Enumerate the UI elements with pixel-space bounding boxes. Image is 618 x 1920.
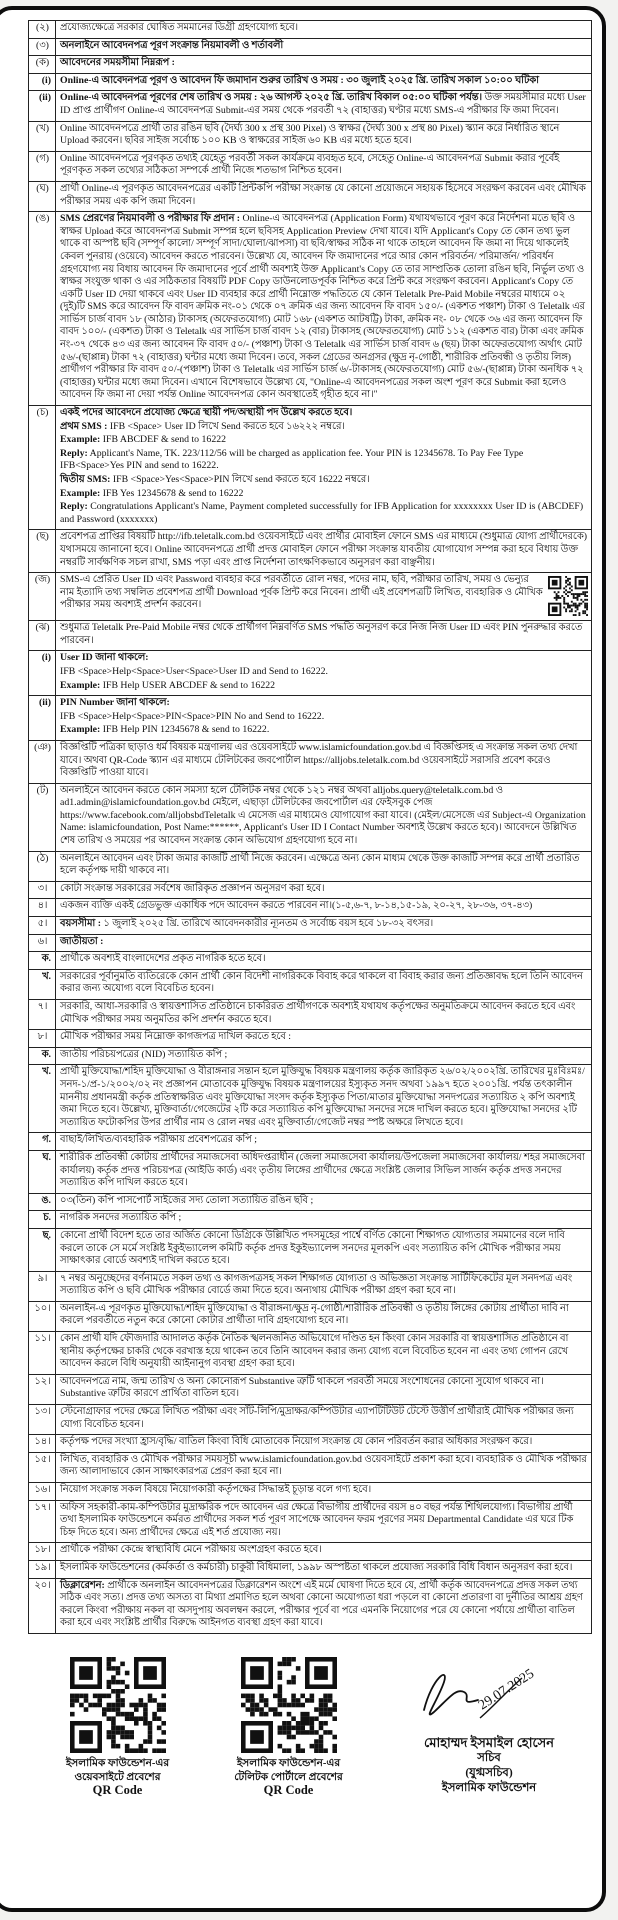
- table-row: [29, 1029, 591, 1047]
- text-segment: জাতীয় পরিচয়পত্রের (NID) সত্যায়িত কপি ;: [60, 1048, 228, 1060]
- row-label: (ঠ): [29, 852, 56, 881]
- footer-section: [26, 1648, 594, 1798]
- text-segment: উক্ত সময়সীমার মধ্যে User ID প্রাপ্ত প্রার্থীগণ Online-এ আবেদনপত্র Submit-এর সময় থেকে পরবর্তী ৭২ (বাহাত্তর) ঘণ্টার মধ্যে SMS-এ পরীক্ষার ফি জমা দিবেন।: [60, 92, 586, 116]
- row-label: ৯।: [29, 1272, 56, 1301]
- table-row: [29, 405, 591, 529]
- text-segment: কর্তৃপক্ষ পদের সংখ্যা হ্রাস/বৃদ্ধি/ বাতিল কিংবা বিধি মোতাবেক নিয়োগ সংক্রান্ত যে কোন পরিবর্তন করার অধিকার সংরক্ষণ করে।: [60, 1436, 533, 1448]
- row-text: [56, 1229, 591, 1271]
- text-segment: আবেদনের সময়সীমা নিম্নরূপ :: [60, 57, 175, 69]
- text-segment: সরকারের পূর্বানুমতি ব্যতিরেকে কোন প্রার্থী কোন বিদেশী নাগরিককে বিবাহ করে থাকলে বা বিবাহ করার জন্য প্রতিজ্ঞাবদ্ধ হলে তিনি আবেদন করার জন্য অযোগ্য বলে বিবেচিত হবেন।: [60, 970, 583, 995]
- row-label: (২): [29, 21, 56, 38]
- row-label: খ.: [29, 1065, 56, 1132]
- text-segment: বাছাই/লিখিত/ব্যবহারিক পরীক্ষায় প্রবেশপত্রের কপি ;: [60, 1134, 257, 1146]
- text-segment: আবেদনপত্রে নাম, জন্ম তারিখ ও অন্য কোনোরূপ Substantive ত্রুটি থাকলে পরবর্তী সময়ে সংশোধনের কোনো সুযোগ থাকবে না। Substantive ত্রুটির কারণে প্রার্থিতা বাতিল হবে।: [60, 1375, 544, 1400]
- table-row: [29, 1301, 591, 1331]
- text-segment: জাতীয়তা :: [60, 935, 104, 947]
- row-label: (ট): [29, 784, 56, 851]
- text-segment: Online আবেদনপত্রে প্রার্থী তার রঙিন ছবি (দৈর্ঘ্য 300 x প্রস্থ 300 Pixel) ও স্বাক্ষর (দৈর্ঘ্য 300 x প্রস্থ 80 Pixel) স্ক্যান করে নির্ধারিত স্থানে Upload করবেন। ছবির সাইজ সর্বোচ্চ ১০০ KB ও স্বাক্ষরের সাইজ ৬০ KB এর মধ্যে হতে হবে।: [60, 122, 560, 147]
- table-row: [29, 1132, 591, 1150]
- table-row: [29, 211, 591, 405]
- qr-code-website-icon: [70, 1657, 166, 1753]
- qr-caption-line: ইসলামিক ফাউন্ডেশন-এর: [236, 1758, 341, 1770]
- qr-code-teletalk-portal-icon: [241, 1657, 337, 1753]
- row-text: [56, 1579, 591, 1633]
- text-segment: IFB Help PIN 12345678 & send to 16222.: [100, 724, 270, 736]
- circular-page-frame: [0, 6, 606, 1912]
- signatory-designation: সচিব: [477, 1751, 501, 1764]
- table-row: [29, 181, 591, 211]
- text-segment: নিয়োগ সংক্রান্ত সকল বিষয়ে নিয়োগকারী কর্তৃপক্ষের সিদ্ধান্তই চূড়ান্ত বলে গণ্য হবে।: [60, 1484, 372, 1495]
- qr-block-teletalk-portal: [223, 1657, 354, 1798]
- table-row: [29, 999, 591, 1029]
- row-label: ক.: [29, 1048, 56, 1065]
- row-text: [56, 935, 591, 952]
- table-row: [29, 1404, 591, 1434]
- row-label: ১৫।: [29, 1453, 56, 1482]
- text-segment: অনলাইনে আবেদনপত্র পূরণ সংক্রান্ত নিয়মাবলী ও শর্তাবলী: [60, 39, 284, 51]
- text-segment: IFB <Space>Yes<Space>PIN লিখে send করতে হবে 16222 নম্বরে।: [110, 474, 370, 485]
- text-segment: ৭ নম্বর অনুচ্ছেদের বর্ণনামতে সকল তথ্য ও কাগজপত্রসহ সকল শিক্ষাগত যোগ্যতা ও অভিজ্ঞতা সংক্রান্ত সার্টিফিকেটের মূল সনদপত্র এবং সত্যায়িত কপি ও ছবি মৌখিক পরীক্ষার বোর্ডে জমা দিতে হবে। অন্যথায় মৌখিক পরীক্ষা গ্রহণ করা হবে না।: [60, 1272, 573, 1297]
- row-text: [56, 852, 591, 881]
- row-label: ৫।: [29, 917, 56, 934]
- row-text: [56, 899, 591, 916]
- text-segment: শুধুমাত্র Teletalk Pre-Paid Mobile নম্বর থেকে প্রার্থীগণ নিম্নবর্ণিত SMS পদ্ধতি অনুসরণ করে নিজ নিজ User ID এবং PIN পুনরুদ্ধার করতে পারবেন।: [60, 622, 583, 646]
- table-row: [29, 650, 591, 695]
- table-row: [29, 695, 591, 740]
- table-row: [29, 851, 591, 881]
- row-text: [56, 122, 591, 151]
- qr-caption-line: টেলিটক পোর্টালে প্রবেশের: [234, 1771, 343, 1783]
- row-text: [56, 152, 591, 181]
- text-segment: শারীরিক প্রতিবন্ধী কোটায় প্রার্থীদের সমাজসেবা অধিদপ্তরাধীন (জেলা সমাজসেবা কার্যালয়/উপজেলা সমাজসেবা কার্যালয়/ শহর সমাজসেবা কার্যালয়) কর্তৃক প্রদত্ত পরিচয়পত্র (আইডি কার্ড) এবং তৃতীয় লিঙ্গের প্রার্থীদের ক্ষেত্রে সংশ্লিষ্ট জেলার সিভিল সার্জন কর্তৃক প্রদত্ত সনদের সত্যায়িত কপি দাখিল করতে হবে।: [60, 1151, 585, 1189]
- row-label: (ছ): [29, 530, 56, 572]
- text-segment: মৌখিক পরীক্ষার সময় নিম্নোক্ত কাগজপত্র দাখিল করতে হবে :: [60, 1031, 291, 1043]
- text-segment: Example:: [60, 679, 101, 691]
- row-label: (ঘ): [29, 182, 56, 211]
- qr-teletalk-caption: [223, 1757, 354, 1798]
- row-text: [56, 1543, 591, 1560]
- row-text: [56, 784, 591, 851]
- text-segment: Example:: [60, 724, 101, 736]
- table-row: [29, 951, 591, 969]
- table-row: [29, 1047, 591, 1065]
- table-row: [29, 151, 591, 181]
- row-text: [56, 1561, 591, 1578]
- signature-block: [394, 1648, 584, 1798]
- text-segment: ইসলামিক ফাউন্ডেশনের (কর্মকর্তা ও কর্মচারী) চাকুরী বিধিমালা, ১৯৯৮ অস্পষ্টতা থাকলে প্রযোজ্য সরকারি বিধি বিধান অনুসরণ করা হবে।: [60, 1561, 573, 1573]
- signature-scribble-icon: [394, 1648, 584, 1732]
- qr-website-caption: [52, 1757, 183, 1798]
- text-segment: Example:: [60, 487, 101, 499]
- row-text: [56, 651, 591, 695]
- row-label: (i): [29, 74, 56, 91]
- row-label: গ.: [29, 1133, 56, 1150]
- row-text: [56, 741, 591, 783]
- qr-caption-line: ইসলামিক ফাউন্ডেশন-এর: [65, 1758, 170, 1770]
- signatory-name: মোহাম্মদ ইসমাইল হোসেন: [423, 1734, 555, 1750]
- row-text: [56, 39, 591, 56]
- qr-caption-line: QR Code: [263, 1783, 314, 1798]
- row-label: (ক): [29, 56, 56, 73]
- text-segment: বিজ্ঞপ্তিটি পত্রিকা ছাড়াও ধর্ম বিষয়ক মন্ত্রণালয় এর ওয়েবসাইটে www.islamicfoundation.gov.bd এ বিজ্ঞপ্তিসহ এ সংক্রান্ত সকল তথ্য দেখা যাবে। অথবা QR-Code স্ক্যান এর মাধ্যমে টেলিটকের জবপোর্টাল https://alljobs.teletalk.com.bd ওয়েবসাইটে সরাসরি প্রবেশ করেও বিজ্ঞপ্তিটি পাওয়া যাবে।: [60, 741, 578, 779]
- text-segment: প্রার্থীকে অনলাইন আবেদনপত্রের ডিক্লারেশন অংশে এই মর্মে ঘোষণা দিতে হবে যে, প্রার্থী কর্তৃক আবেদনপত্রে প্রদত্ত সকল তথ্য সঠিক এবং সত্য। প্রদত্ত তথ্য অসত্য বা মিথ্যা প্রমাণিত হলে অথবা কোনো অযোগ্যতা ধরা পড়লে বা কোনো প্রতারণা বা দুর্নীতির আশ্রয় গ্রহণ করলে কিংবা পরীক্ষায় নকল বা অসদুপায় অবলম্বন করলে, পরীক্ষার পূর্বে বা পরে এমনকি নিয়োগের পরে যে কোনো পর্যায়ে প্রার্থীতা বাতিল করা হবে এবং সংশ্লিষ্ট প্রার্থীর বিরুদ্ধে আইনগত ব্যবস্থা গ্রহণ করা যাবে।: [60, 1579, 583, 1629]
- text-segment: Online-এ আবেদনপত্র পূরণ ও আবেদন ফি জমাদান শুরুর তারিখ ও সময় : ৩০ জুলাই ২০২৫ খ্রি. তারিখ সকাল ১০:০০ ঘটিকা: [60, 74, 540, 86]
- row-text: [56, 91, 591, 120]
- row-label: (৩): [29, 39, 56, 56]
- row-text: [56, 21, 591, 38]
- text-segment: অনলাইন-এ পূরণকৃত মুক্তিযোদ্ধা/শহিদ মুক্তিযোদ্ধা ও বীরাঙ্গনা/ক্ষুদ্র নৃ-গোষ্ঠী/শারীরিক প্রতিবন্ধী ও তৃতীয় লিঙ্গের কোটায় প্রার্থীতা দাবি না করলে পরবর্তীতে নতুন করে কোনো কোটার প্রার্থীতা দাবি গ্রহণযোগ্য হবে না।: [60, 1302, 569, 1327]
- row-label: ঙ.: [29, 1194, 56, 1211]
- row-text: [56, 882, 591, 899]
- text-segment: Online-এ আবেদনপত্র পূরণের শেষ তারিখ ও সময় : ২৬ আগস্ট ২০২৫ খ্রি. তারিখ বিকাল ০৫:০০ ঘটিকা পর্যন্ত।: [60, 92, 483, 104]
- row-text: [56, 1194, 591, 1211]
- table-row: [29, 1150, 591, 1193]
- row-text: [56, 621, 591, 650]
- row-label: ১০।: [29, 1302, 56, 1331]
- row-text: [56, 970, 591, 999]
- text-segment: Online-এ আবেদনপত্র (Application Form) যথাযথভাবে পূরণ করে নির্দেশনা মতে ছবি ও স্বাক্ষর Upload করে আবেদনপত্র Submit সম্পন্ন হলে ছবিসহ Application Preview দেখা যাবে। যদি Applicant's Copy তে কোন তথ্য ভুল থাকে বা অস্পষ্ট ছবি (সম্পূর্ণ কালো/ সম্পূর্ণ সাদা/ঘোলা/ঝাপসা) বা ছবি/স্বাক্ষর সঠিক না থাকে তাহলে আবেদন ফি জমা না দিয়ে থাকলেই কেবল পুনরায় (ওয়েবে) আবেদন করতে পারবেন। উল্লেখ্য যে, আবেদন ফি জমাদানের পরে আর কোন পরিবর্তন/ পরিমার্জন/ পরিবর্ধন গ্রহণযোগ্য নয় বিধায় আবেদন ফি জমাদানের পূর্বে প্রার্থী অবশ্যই উক্ত Applicant's Copy তে তার সাম্প্রতিক তোলা রঙিন ছবি, নির্ভুল তথ্য ও স্বাক্ষর সংযুক্ত থাকা ও এর সঠিকতার বিষয়টি PDF Copy ডাউনলোডপূর্বক নিশ্চিত করে প্রিন্ট করে সংরক্ষণ করবেন। Applicant's Copy তে একটি User ID দেয়া থাকবে এবং User ID ব্যবহার করে প্রার্থী নিম্নোক্ত পদ্ধতিতে যে কোন Teletalk Pre-Paid Mobile নম্বরের মাধ্যমে ০২ (দুই)টি SMS করে আবেদন ফি বাবদ ক্রমিক নং-০১ থেকে ০৭ ক্রমিক এর জন্য আবেদন ফি বাবদ ১৫০/- (একশত পঞ্চাশ) টাকা ও Teletalk এর সার্ভিস চার্জ বাবদ ১৮ (আঠার) টাকাসহ (অফেরতযোগ্য) মোট ১৬৮ (একশত আটষট্টি) টাকা, ক্রমিক নং- ০৮ থেকে ৩৬ এর জন্য আবেদন ফি বাবদ ১০০/- (একশত) টাকা ও Teletalk এর সার্ভিস চার্জ বাবদ ১২ (বার) টাকাসহ (অফেরতযোগ্য) মোট ১১২ (একশত বার) টাকা এবং ক্রমিক নং-৩৭ থেকে ৪৩ এর জন্য আবেদন ফি বাবদ ৫০/- (পঞ্চাশ) টাকা ও Teletalk এর সার্ভিস চার্জ বাবদ ৬ (ছয়) টাকা অফেরতযোগ্য অর্থাৎ মোট ৫৬/-(ছাপ্পান্ন) টাকা ৭২ (বাহাত্তর) ঘন্টার মধ্যে জমা দিবেন। তবে, সকল গ্রেডের অনগ্রসর (ক্ষুদ্র নৃ-গোষ্ঠী, শারীরিক প্রতিবন্ধী ও তৃতীয় লিঙ্গ) প্রার্থীগণ পরীক্ষার ফি বাবদ ৫০/-(পঞ্চাশ) টাকা ও Teletalk এর সার্ভিস চার্জ ৬/-টাকাসহ (অফেরতযোগ্য) মোট ৫৬/-(ছাপ্পান্ন) টাকা অনধিক ৭২ (বাহাত্তর) ঘন্টার মধ্যে জমা দিবেন। এখানে বিশেষভাবে উল্লেখ্য যে, "Online-এ আবেদনপত্রের সকল অংশ পূরণ করে Submit করা হলেও আবেদন ফি জমা না দেয়া পর্যন্ত Online আবেদনপত্র কোন অবস্থাতেই গৃহীত হবে না।": [60, 213, 585, 401]
- row-text: [56, 212, 591, 405]
- text-segment: লিখিত, ব্যবহারিক ও মৌখিক পরীক্ষার সময়সূচী www.islamicfoundation.gov.bd ওয়েবসাইটে প্রকাশ করা হবে। ব্যবহারিক ও মৌখিক পরীক্ষার জন্য আলাদাভাবে কোন সাক্ষাৎকারপত্র প্রেরণ করা হবে না।: [60, 1453, 587, 1478]
- row-label: (খ): [29, 122, 56, 151]
- row-label: ১৮।: [29, 1543, 56, 1560]
- row-label: ঘ.: [29, 1151, 56, 1193]
- row-label: চ.: [29, 1211, 56, 1228]
- text-segment: PIN Number জানা থাকলে:: [60, 697, 170, 709]
- text-segment: প্রার্থীকে অবশ্যই বাংলাদেশের প্রকৃত নাগরিক হতে হবে।: [60, 953, 266, 965]
- table-row: [29, 121, 591, 151]
- row-label: (ii): [29, 91, 56, 120]
- row-label: ১৪।: [29, 1435, 56, 1452]
- text-segment: কোন প্রার্থী যদি ফৌজদারি আদালত কর্তৃক নৈতিক স্খলনজনিত অভিযোগে দণ্ডিত হন কিংবা কোন সরকারি বা স্বায়ত্তশাসিত প্রতিষ্ঠানে বা স্থানীয় কর্তৃপক্ষের চাকরি থেকে বরখাস্ত হয়ে থাকেন তবে তিনি আবেদন করার জন্য যোগ্য বলে বিবেচিত হবেন না এবং তথ্য গোপন রেখে আবেদন করলে বিধি অনুযায়ী আইনানুগ ব্যবস্থা গ্রহণ করা হবে।: [60, 1333, 569, 1370]
- text-segment: অনলাইনে আবেদন এবং টাকা জমার কাজটি প্রার্থী নিজে করবেন। এক্ষেত্রে অন্য কোন মাধ্যম থেকে উক্ত কাজটি সম্পন্ন করে প্রার্থী প্রতারিত হলে কর্তৃপক্ষ দায়ী থাকবে না।: [60, 852, 580, 877]
- signatory-designation-2: (যুগ্মসচিব): [465, 1766, 513, 1779]
- row-text: [56, 917, 591, 934]
- table-row: [29, 1434, 591, 1452]
- row-label: (চ): [29, 406, 56, 529]
- rules-table: [28, 20, 592, 1634]
- signatory-organization: ইসলামিক ফাউন্ডেশন: [441, 1781, 537, 1794]
- row-text: [56, 1332, 591, 1374]
- text-segment: একই পদের আবেদনে প্রযোজ্য ক্ষেত্রে স্থায়ী পদ/অস্থায়ী পদ উল্লেখ করতে হবে।: [60, 407, 353, 419]
- row-text: [56, 1483, 591, 1500]
- qr-caption-line: ওয়েবসাইটে প্রবেশের: [74, 1771, 161, 1783]
- signature-date: 29.07.2025: [476, 1666, 538, 1714]
- row-text: [56, 1211, 591, 1228]
- table-row: [29, 529, 591, 572]
- row-label: ১৩।: [29, 1405, 56, 1434]
- row-text: [56, 952, 591, 969]
- row-label: ৮।: [29, 1030, 56, 1047]
- table-row: [29, 1482, 591, 1500]
- table-row: [29, 620, 591, 650]
- qr-block-website: [52, 1657, 183, 1798]
- table-row: [29, 1560, 591, 1578]
- table-row: [29, 1210, 591, 1228]
- row-label: (ঞ): [29, 741, 56, 783]
- table-row: [29, 572, 591, 620]
- row-text: [56, 1435, 591, 1452]
- table-row: [29, 881, 591, 899]
- row-text: [56, 56, 591, 73]
- text-segment: User ID জানা থাকলে:: [60, 652, 149, 664]
- table-row: [29, 55, 591, 73]
- text-segment: IFB Help USER ABCDEF & send to 16222: [100, 679, 276, 691]
- row-label: ১৬।: [29, 1483, 56, 1500]
- text-segment: কোনো প্রার্থী বিদেশ হতে তার অর্জিত কোনো ডিগ্রিকে উল্লিখিত পদসমূহের পার্শ্বে বর্ণিত কোনো শিক্ষাগত যোগ্যতার সমমানের বলে দাবি করলে তাকে সে মর্মে সংশ্লিষ্ট ইকুইভ্যালেন্স কমিটি কর্তৃক প্রদত্ত ইকুইভ্যালেন্স সনদের মূলকপি এবং সত্যায়িত কপি মৌখিক পরীক্ষার সময় সাক্ষাৎকার বোর্ডে অবশ্যই দাখিল করতে হবে।: [60, 1229, 565, 1267]
- table-row: [29, 1331, 591, 1374]
- text-segment: একজন ব্যক্তি একই গ্রেডভুক্ত একাধিক পদে আবেদন করতে পারবেন না।(১-৫,৬-৭, ৮-১৪,১৫-১৯, ২০-২৭, ২৮-৩৬, ৩৭-৪৩): [60, 900, 533, 912]
- table-row: [29, 1228, 591, 1271]
- row-text: [56, 1501, 591, 1543]
- table-row: [29, 38, 591, 56]
- text-segment: IFB ABCDEF & send to 16222: [100, 434, 227, 446]
- text-segment: IFB <Space>Help<Space>PIN<Space>PIN No and Send to 16222.: [60, 710, 325, 722]
- text-segment: ০৩(তিন) কপি পাসপোর্ট সাইজের সদ্য তোলা সত্যায়িত রঙিন ছবি ;: [60, 1194, 314, 1206]
- text-segment: Applicant's Name, TK. 223/112/56 will be charged as application fee. Your PIN is 12345678. To Pay Fee Type IFB<Space>Yes PIN and send to 16222.: [60, 447, 524, 472]
- text-segment: প্রার্থীকে পরীক্ষা কেন্দ্রে স্বাস্থ্যবিধি মেনে পরীক্ষায় অংশগ্রহণ করতে হবে।: [60, 1544, 322, 1556]
- row-text: [56, 1375, 591, 1404]
- table-row: [29, 934, 591, 952]
- text-segment: বয়সসীমা :: [60, 918, 101, 930]
- text-segment: SMS-এ প্রেরিত User ID এবং Password ব্যবহার করে পরবর্তীতে রোল নম্বর, পদের নাম, ছবি, পরীক্ষার তারিখ, সময় ও ভেন্যুর নাম ইত্যাদি তথ্য সম্বলিত প্রবেশপত্র প্রার্থী Download পূর্বক প্রিন্ট করে নিবেন। প্রার্থী এই প্রবেশপত্রটি লিখিত, ব্যবহারিক ও মৌখিক পরীক্ষার সময় অবশ্যই প্রদর্শন করবেন।: [60, 574, 543, 611]
- table-row: [29, 1064, 591, 1132]
- row-label: ৩।: [29, 882, 56, 899]
- row-label: (জ): [29, 573, 56, 620]
- text-segment: অনলাইনে আবেদন করতে কোন সমস্যা হলে টেলিটক নম্বর থেকে ১২১ নম্বর অথবা alljobs.query@teletalk.com.bd ও ad1.admin@islamicfoundation.gov.bd মেইলে, এছাড়া টেলিটকের জবপোর্টাল এর ফেইসবুক পেজ https://www.facebook.com/alljobsbdTeletalk এ মেসেজ এর মাধ্যমেও যোগাযোগ করা যাবে। (মেইল/মেসেজে এর Subject-এ Organization Name: islamicfoundation, Post Name:******, Applicant's User ID I Contact Number অবশ্যই উল্লেখ করতে হবে)। আবেদনে উল্লিখিত শেষ তারিখ ও সময়ের পর আবেদন সংক্রান্ত কোন অভিযোগ গ্রহণযোগ্য হবে না।: [60, 784, 586, 847]
- table-row: [29, 1500, 591, 1543]
- qr-caption-line: QR Code: [92, 1783, 143, 1798]
- row-label: ২০।: [29, 1579, 56, 1633]
- row-text: [56, 1133, 591, 1150]
- row-label: ছ.: [29, 1229, 56, 1271]
- row-label: ৭।: [29, 1000, 56, 1029]
- text-segment: দ্বিতীয় SMS:: [60, 474, 111, 485]
- text-segment: প্রার্থী মুক্তিযোদ্ধা/শহিদ মুক্তিযোদ্ধা ও বীরাঙ্গনার সন্তান হলে মুক্তিযুদ্ধ বিষয়ক মন্ত্রণালয় কর্তৃক জারিকৃত ২৬/০২/২০০২খ্রি. তারিখের মুঃবিঃমঃ/সনদ-১/প্র-১/২০০২/০২ নং প্রজ্ঞাপন মোতাবেক মুক্তিযুদ্ধ বিষয়ক মন্ত্রণালয়ের ইস্যুকৃত সনদ অথবা ১৯৯৭ হতে ২০০১খ্রি. পর্যন্ত তৎকালীন মাননীয় প্রধানমন্ত্রী কর্তৃক প্রতিস্বাক্ষরিত এবং মুক্তিযোদ্ধা সংসদ কর্তৃক ইস্যুকৃত পিতা/মাতার মুক্তিযোদ্ধা সনদপত্রের সত্যায়িত ২ কপি অবশ্যই জমা দিতে হবে। উল্লেখ্য, মুক্তিবার্তা/গেজেটের ২টি করে সত্যায়িত কপি মুক্তিযোদ্ধা সনদের সঙ্গে দাখিল করতে হবে। মুক্তিযোদ্ধা সনদের ২টি সত্যায়িত ফটোকপির উপর প্রার্থীর নাম ও রোল নম্বর এবং মুক্তিবার্তা/গেজেট নম্বর স্পষ্ট অক্ষরে লিখতে হবে।: [60, 1066, 585, 1128]
- row-text: [56, 1048, 591, 1065]
- text-segment: IFB <Space>Help<Space>User<Space>User ID and Send to 16222.: [60, 665, 328, 677]
- row-text: [56, 573, 591, 620]
- row-label: ১৯।: [29, 1561, 56, 1578]
- table-row: [29, 1193, 591, 1211]
- text-segment: কোটা সংক্রান্ত সরকারের সর্বশেষ জারিকৃত প্রজ্ঞাপন অনুসরণ করা হবে।: [60, 882, 325, 894]
- text-segment: Example:: [60, 434, 101, 446]
- text-segment: সরকারি, আধা-সরকারি ও স্বায়ত্তশাসিত প্রতিষ্ঠানে চাকরিরত প্রার্থীগণকে অবশ্যই যথাযথ কর্তৃপক্ষের অনুমতিক্রমে আবেদন করতে হবে এবং মৌখিক পরীক্ষার সময় অনুমতির কপি প্রদর্শন করতে হবে।: [60, 1001, 576, 1025]
- table-row: [29, 783, 591, 851]
- row-text: [56, 1405, 591, 1434]
- row-text: [56, 1000, 591, 1029]
- table-row: [29, 969, 591, 999]
- table-row: [29, 90, 591, 120]
- row-label: ক.: [29, 952, 56, 969]
- text-segment: ডিক্লারেশন:: [60, 1579, 105, 1591]
- table-row: [29, 916, 591, 934]
- row-text: [56, 1453, 591, 1482]
- row-label: ১৭।: [29, 1501, 56, 1543]
- row-text: [56, 182, 591, 211]
- table-row: [29, 740, 591, 783]
- table-row: [29, 1374, 591, 1404]
- row-label: ৬।: [29, 935, 56, 952]
- qr-code-admit-card-icon: [548, 576, 588, 616]
- text-segment: Reply:: [60, 501, 88, 513]
- table-row: [29, 73, 591, 91]
- table-row: [29, 1578, 591, 1633]
- row-label: খ.: [29, 970, 56, 999]
- text-segment: প্রযোজ্যক্ষেত্রে সরকার ঘোষিত সমমানের ডিগ্রী গ্রহণযোগ্য হবে।: [60, 22, 299, 33]
- row-text: [56, 1065, 591, 1132]
- text-segment: ১ জুলাই ২০২৫ খ্রি. তারিখে আবেদনকারীর ন্যূনতম ও সর্বোচ্চ বয়স হবে ১৮-৩২ বৎসর।: [100, 918, 434, 930]
- signature: [394, 1648, 584, 1732]
- text-segment: প্রার্থী Online-এ পূরণকৃত আবেদনপত্রের একটি প্রিন্টকপি পরীক্ষা সংক্রান্ত যে কোনো প্রয়োজনে সহায়ক হিসেবে সংরক্ষণ করবেন এবং মৌখিক পরীক্ষার সময় এক কপি জমা দিবেন।: [60, 182, 586, 207]
- text-segment: IFB <Space> User ID লিখে Send করতে হবে ১৬২২২ নম্বরে।: [107, 420, 345, 432]
- row-text: [56, 1030, 591, 1047]
- text-segment: Congratulations Applicant's Name, Payment completed successfully for IFB Application for xxxxxxxx User ID is (ABCDEF) and Password (xxxxxxx): [60, 501, 584, 525]
- row-text: [56, 1151, 591, 1193]
- row-label: (গ): [29, 152, 56, 181]
- text-segment: নাগরিক সনদের সত্যায়িত কপি ;: [60, 1212, 182, 1224]
- text-segment: প্রবেশপত্র প্রাপ্তির বিষয়টি http://ifb.teletalk.com.bd ওয়েবসাইটে এবং প্রার্থীর মোবাইল ফোনে SMS এর মাধ্যমে (শুধুমাত্র যোগ্য প্রার্থীদেরকে) যথাসময়ে জানানো হবে। Online আবেদনপত্রে প্রার্থী প্রদত্ত মোবাইল ফোনে পরীক্ষা সংক্রান্ত যাবতীয় যোগাযোগ সম্পন্ন করা হবে বিধায় উক্ত নম্বরটি সার্বক্ষণিক সচল রাখা, SMS পড়া এবং প্রাপ্ত নির্দেশনা তাৎক্ষণিকভাবে অনুসরণ করা বাঞ্ছনীয়।: [60, 531, 587, 568]
- row-text: [56, 530, 591, 572]
- row-text: [56, 74, 591, 91]
- text-segment: প্রথম SMS :: [60, 420, 108, 432]
- row-text: [56, 1272, 591, 1301]
- row-label: (ঝ): [29, 621, 56, 650]
- table-row: [29, 1542, 591, 1560]
- row-text: [56, 1302, 591, 1331]
- text-segment: SMS প্রেরণের নিয়মাবলী ও পরীক্ষার ফি প্রদান :: [60, 213, 241, 225]
- text-segment: Online আবেদনপত্রে পূরণকৃত তথ্যই যেহেতু পরবর্তী সকল কার্যক্রমে ব্যবহৃত হবে, সেহেতু Online-এ আবেদনপত্র Submit করার পূর্বেই পূরণকৃত সকল তথ্যের সঠিকতা সম্পর্কে প্রার্থী নিজে শতভাগ নিশ্চিত হবেন।: [60, 152, 560, 177]
- table-row: [29, 1452, 591, 1482]
- row-label: ১১।: [29, 1332, 56, 1374]
- row-label: ৪।: [29, 899, 56, 916]
- text-segment: স্টেনোগ্রাফার পদের ক্ষেত্রে লিখিত পরীক্ষা এবং সাঁট-লিপি/মুদ্রাক্ষর/কম্পিউটার এ্যাপটিটিউট টেস্টে উত্তীর্ণ প্রার্থীরাই মৌখিক পরীক্ষার জন্য যোগ্য বিবেচিত হবেন।: [60, 1406, 574, 1430]
- text-segment: IFB Yes 12345678 & send to 16222: [100, 487, 244, 499]
- row-label: ১২।: [29, 1375, 56, 1404]
- row-label: (ঙ): [29, 212, 56, 405]
- table-row: [29, 21, 591, 38]
- table-row: [29, 898, 591, 916]
- text-segment: Reply:: [60, 447, 88, 459]
- row-text: [56, 406, 591, 529]
- row-label: (ii): [29, 696, 56, 740]
- row-label: (i): [29, 651, 56, 695]
- table-row: [29, 1271, 591, 1301]
- text-segment: অফিস সহকারী-কাম-কম্পিউটার মুদ্রাক্ষরিক পদে আবেদন এর ক্ষেত্রে বিভাগীয় প্রার্থীদের বয়স ৪০ বছর পর্যন্ত শিথিলযোগ্য। বিভাগীয় প্রার্থী তথা ইসলামিক ফাউন্ডেশনে কর্মরত প্রার্থীদের সকল শর্ত পূরণ সাপেক্ষে আবেদন ফরম পূরণের সময় Departmental Candidate এর ঘরে টিক চিহ্ন দিতে হবে। অন্য প্রার্থীদের ক্ষেত্রে এই শর্ত প্রযোজ্য নয়।: [60, 1501, 574, 1538]
- row-text: [56, 696, 591, 740]
